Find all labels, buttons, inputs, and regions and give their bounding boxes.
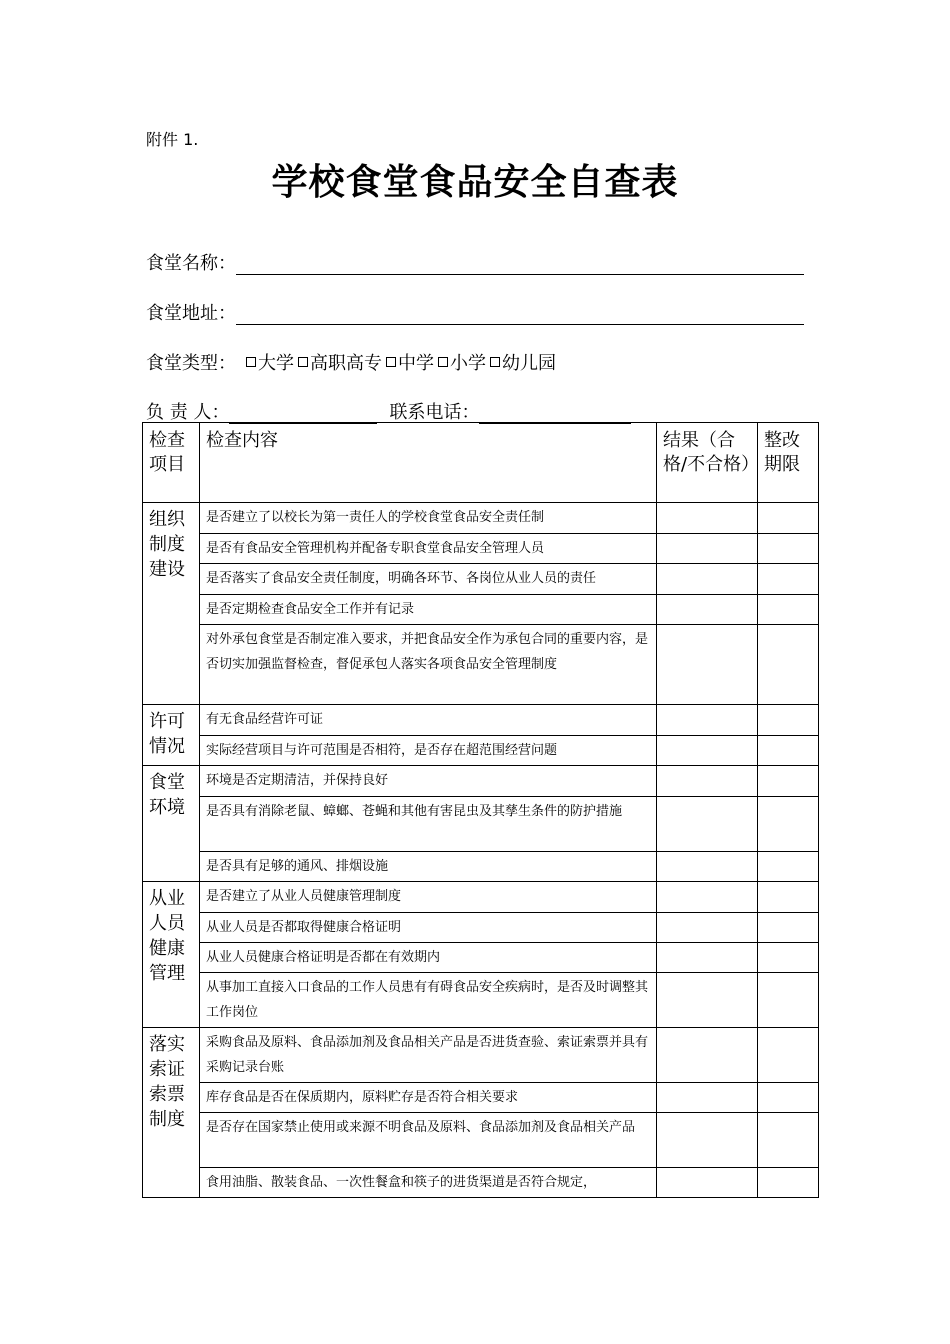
deadline-cell[interactable] [758, 736, 819, 766]
check-content-cell: 是否具有足够的通风、排烟设施 [200, 852, 657, 882]
category-cell: 组织制度建设 [143, 503, 200, 705]
result-cell[interactable] [657, 1083, 758, 1113]
check-content-cell: 是否落实了食品安全责任制度，明确各环节、各岗位从业人员的责任 [200, 564, 657, 595]
phone-label: 联系电话： [389, 402, 480, 423]
result-cell[interactable] [657, 564, 758, 595]
category-cell: 从业人员健康管理 [143, 882, 200, 1028]
canteen-name-blank[interactable] [236, 256, 804, 275]
type-option-primary-school[interactable]: 小学 [436, 349, 486, 375]
attachment-label: 附件 1. [146, 130, 199, 149]
check-content-cell: 从事加工直接入口食品的工作人员患有有碍食品安全疾病时，是否及时调整其工作岗位 [200, 973, 657, 1028]
table-row [143, 943, 819, 973]
result-cell[interactable] [657, 1168, 758, 1198]
self-check-table [142, 422, 819, 1198]
result-cell[interactable] [657, 766, 758, 797]
type-option-university[interactable]: 大学 [244, 349, 294, 375]
canteen-address-label: 食堂地址： [146, 303, 236, 324]
result-cell[interactable] [657, 534, 758, 564]
deadline-cell[interactable] [758, 797, 819, 852]
deadline-cell[interactable] [758, 882, 819, 913]
header-result: 结果（合格/不合格） [657, 423, 758, 503]
check-content-cell: 是否建立了从业人员健康管理制度 [200, 882, 657, 913]
canteen-type-row [146, 349, 558, 375]
check-content-cell: 从业人员是否都取得健康合格证明 [200, 913, 657, 943]
table-row [143, 766, 819, 797]
table-row [143, 1113, 819, 1168]
table-row [143, 913, 819, 943]
table-row [143, 625, 819, 705]
table-row [143, 705, 819, 736]
table-row [143, 852, 819, 882]
deadline-cell[interactable] [758, 1028, 819, 1083]
responsible-label: 负 责 人： [146, 402, 230, 423]
check-content-cell: 从业人员健康合格证明是否都在有效期内 [200, 943, 657, 973]
category-cell: 落实索证索票制度 [143, 1028, 200, 1198]
checkbox-icon [490, 357, 500, 367]
category-cell: 食堂环境 [143, 766, 200, 882]
result-cell[interactable] [657, 913, 758, 943]
checkbox-icon [246, 357, 256, 367]
check-content-cell: 是否定期检查食品安全工作并有记录 [200, 595, 657, 625]
table-row [143, 564, 819, 595]
table-header-row [143, 423, 819, 503]
header-check-item: 检查项目 [143, 423, 200, 503]
table-row [143, 736, 819, 766]
checkbox-icon [386, 357, 396, 367]
responsible-row [146, 398, 631, 424]
deadline-cell[interactable] [758, 913, 819, 943]
result-cell[interactable] [657, 882, 758, 913]
result-cell[interactable] [657, 1113, 758, 1168]
deadline-cell[interactable] [758, 973, 819, 1028]
deadline-cell[interactable] [758, 1168, 819, 1198]
result-cell[interactable] [657, 797, 758, 852]
category-cell: 许可情况 [143, 705, 200, 766]
deadline-cell[interactable] [758, 766, 819, 797]
deadline-cell[interactable] [758, 534, 819, 564]
deadline-cell[interactable] [758, 595, 819, 625]
check-content-cell: 是否建立了以校长为第一责任人的学校食堂食品安全责任制 [200, 503, 657, 534]
type-option-kindergarten[interactable]: 幼儿园 [488, 349, 556, 375]
result-cell[interactable] [657, 943, 758, 973]
deadline-cell[interactable] [758, 1113, 819, 1168]
deadline-cell[interactable] [758, 503, 819, 534]
check-content-cell: 库存食品是否在保质期内，原料贮存是否符合相关要求 [200, 1083, 657, 1113]
check-content-cell: 有无食品经营许可证 [200, 705, 657, 736]
table-row [143, 595, 819, 625]
page-title: 学校食堂食品安全自查表 [271, 162, 679, 203]
deadline-cell[interactable] [758, 852, 819, 882]
table-row [143, 882, 819, 913]
deadline-cell[interactable] [758, 1083, 819, 1113]
table-row [143, 1168, 819, 1198]
result-cell[interactable] [657, 736, 758, 766]
canteen-address-blank[interactable] [236, 306, 804, 325]
deadline-cell[interactable] [758, 705, 819, 736]
canteen-address-row [146, 299, 804, 325]
checkbox-icon [438, 357, 448, 367]
table-row [143, 503, 819, 534]
check-content-cell: 是否有食品安全管理机构并配备专职食堂食品安全管理人员 [200, 534, 657, 564]
check-content-cell: 实际经营项目与许可范围是否相符，是否存在超范围经营问题 [200, 736, 657, 766]
result-cell[interactable] [657, 595, 758, 625]
deadline-cell[interactable] [758, 564, 819, 595]
check-content-cell: 是否具有消除老鼠、蟑螂、苍蝇和其他有害昆虫及其孳生条件的防护措施 [200, 797, 657, 852]
table-row [143, 1083, 819, 1113]
result-cell[interactable] [657, 625, 758, 705]
result-cell[interactable] [657, 503, 758, 534]
type-option-vocational[interactable]: 高职高专 [296, 349, 382, 375]
check-content-cell: 对外承包食堂是否制定准入要求，并把食品安全作为承包合同的重要内容，是否切实加强监督检查，督促承包人落实各项食品安全管理制度 [200, 625, 657, 705]
deadline-cell[interactable] [758, 625, 819, 705]
canteen-name-row [146, 249, 804, 275]
result-cell[interactable] [657, 973, 758, 1028]
table-row [143, 1028, 819, 1083]
check-content-cell: 食用油脂、散装食品、一次性餐盒和筷子的进货渠道是否符合规定， [200, 1168, 657, 1198]
table-row [143, 973, 819, 1028]
result-cell[interactable] [657, 1028, 758, 1083]
checkbox-icon [298, 357, 308, 367]
check-content-cell: 是否存在国家禁止使用或来源不明食品及原料、食品添加剂及食品相关产品 [200, 1113, 657, 1168]
canteen-name-label: 食堂名称： [146, 253, 236, 274]
canteen-type-label: 食堂类型： [146, 353, 236, 374]
deadline-cell[interactable] [758, 943, 819, 973]
check-content-cell: 环境是否定期清洁，并保持良好 [200, 766, 657, 797]
type-option-middle-school[interactable]: 中学 [384, 349, 434, 375]
check-content-cell: 采购食品及原料、食品添加剂及食品相关产品是否进货查验、索证索票并具有采购记录台账 [200, 1028, 657, 1083]
header-check-content: 检查内容 [200, 423, 657, 503]
table-row [143, 797, 819, 852]
header-deadline: 整改期限 [758, 423, 819, 503]
table-row [143, 534, 819, 564]
result-cell[interactable] [657, 705, 758, 736]
result-cell[interactable] [657, 852, 758, 882]
